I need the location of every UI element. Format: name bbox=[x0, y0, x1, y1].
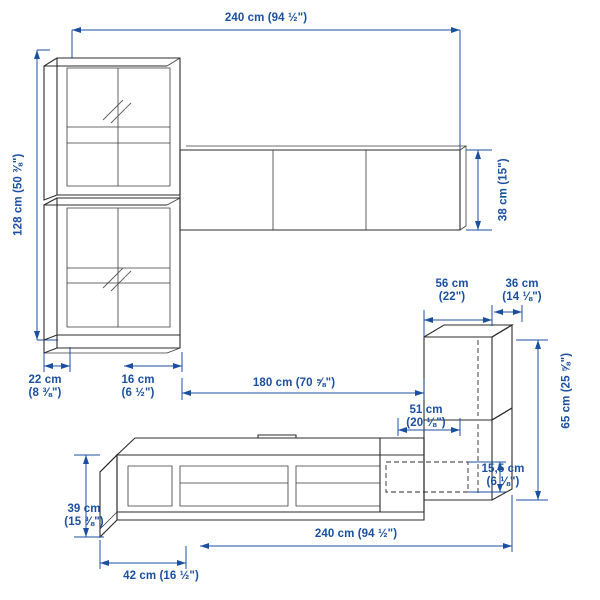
dimension-line-wall-panel-height bbox=[466, 150, 492, 230]
label-drawer-height-line1: 15,5 cm bbox=[481, 463, 525, 475]
label-cabinet-depth-line2: (14 ⅛") bbox=[502, 291, 542, 303]
label-top-total-width: 240 cm (94 ½") bbox=[224, 12, 308, 24]
label-wall-panel-height: 38 cm (15") bbox=[497, 158, 510, 222]
dimension-line-bench-depth bbox=[100, 540, 186, 569]
label-cabinet-depth-line1: 36 cm bbox=[505, 278, 539, 290]
tv-bench bbox=[100, 435, 424, 537]
dimension-line-cabinet-width bbox=[424, 305, 492, 337]
wall-panel-row bbox=[180, 146, 466, 230]
dimension-line-left-tower-width bbox=[124, 352, 182, 372]
label-drawer-height-line2: (6 ⅛") bbox=[486, 476, 520, 488]
label-left-tower-width-line1: 16 cm bbox=[121, 374, 155, 386]
label-left-tower-depth-line2: (8 ⅜") bbox=[28, 387, 62, 399]
glass-tower-lower bbox=[44, 198, 180, 353]
dimension-line-left-tower-depth bbox=[44, 347, 70, 372]
label-bench-height-line1: 39 cm bbox=[67, 503, 101, 515]
label-bottom-total-width: 240 cm (94 ½") bbox=[314, 528, 398, 540]
label-left-tower-depth-line1: 22 cm bbox=[28, 374, 62, 386]
dimension-line-left-tower-height bbox=[34, 50, 58, 340]
label-bench-height-line2: (15 ⅜") bbox=[64, 516, 104, 528]
label-left-tower-height: 128 cm (50 ⅜") bbox=[12, 153, 25, 236]
label-cabinet-height: 65 cm (25 ⅝") bbox=[560, 352, 573, 429]
glass-tower-upper bbox=[44, 58, 180, 200]
dimension-line-top-total-width bbox=[72, 27, 460, 150]
label-drawer-width-line1: 51 cm bbox=[409, 404, 443, 416]
label-cabinet-width-line1: 56 cm bbox=[435, 278, 469, 290]
dimension-line-cabinet-depth bbox=[494, 305, 522, 322]
label-cabinet-width-line2: (22") bbox=[438, 291, 466, 303]
dimension-line-bottom-total-width bbox=[200, 495, 512, 552]
label-left-tower-width-line2: (6 ½") bbox=[121, 387, 155, 399]
bench-drawer-section bbox=[380, 438, 468, 512]
label-tv-bench-width: 180 cm (70 ⅝") bbox=[252, 377, 336, 389]
label-bench-depth: 42 cm (16 ½") bbox=[123, 570, 199, 582]
label-drawer-width-line2: (20 ⅛") bbox=[406, 417, 446, 429]
